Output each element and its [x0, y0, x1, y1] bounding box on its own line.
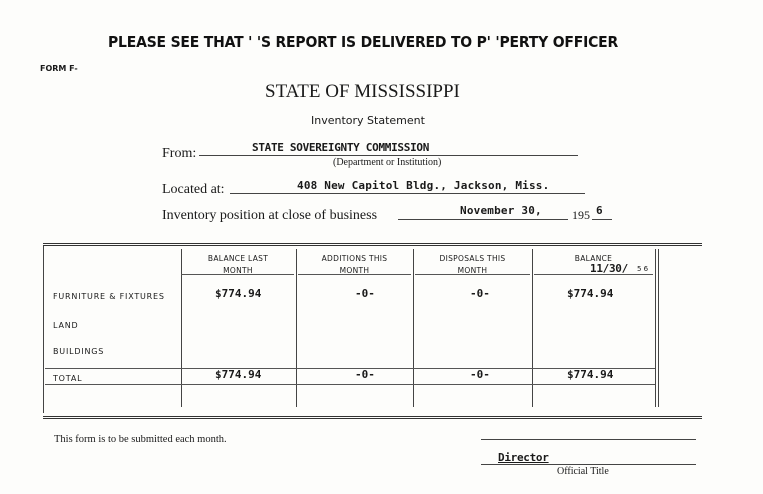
row-label-buildings: BUILDINGS	[53, 347, 105, 356]
total-balance-last: $774.94	[215, 368, 262, 381]
header-disposals	[414, 253, 531, 277]
header-balance-last-line1: BALANCE LAST	[207, 254, 269, 263]
year-underline	[592, 219, 612, 220]
header-balance-last-line2: MONTH	[223, 266, 253, 275]
furniture-balance-last: $774.94	[215, 287, 262, 300]
from-value: STATE SOVEREIGNTY COMMISSION	[252, 141, 430, 154]
header-additions	[297, 253, 412, 277]
header-balance-date: 11/30/	[590, 262, 628, 275]
furniture-disposals: -0-	[470, 287, 490, 300]
from-label: From:	[162, 146, 197, 161]
header-balance-line1: BALANCE	[574, 254, 613, 263]
row-label-furniture: FURNITURE & FIXTURES	[53, 292, 165, 301]
header-balance-last	[182, 253, 294, 277]
statement-subtitle: Inventory Statement	[311, 114, 425, 127]
official-title-label: Official Title	[557, 466, 609, 477]
row-label-total: TOTAL	[53, 374, 83, 383]
form-number: FORM F-	[40, 64, 78, 73]
total-disposals: -0-	[470, 368, 490, 381]
position-underline	[398, 219, 568, 220]
from-caption: (Department or Institution)	[333, 157, 442, 168]
total-balance: $774.94	[567, 368, 614, 381]
furniture-additions: -0-	[355, 287, 375, 300]
header-additions-line1: ADDITIONS THIS	[321, 254, 388, 263]
located-underline	[230, 193, 585, 194]
row-label-land: LAND	[53, 321, 79, 330]
position-date: November 30,	[460, 204, 542, 217]
col-divider-5	[655, 249, 656, 407]
delivery-notice: PLEASE SEE THAT ' 'S REPORT IS DELIVERED TO P' 'PERTY OFFICER	[108, 33, 619, 51]
total-additions: -0-	[355, 368, 375, 381]
table-left-border	[43, 246, 44, 413]
furniture-balance: $774.94	[567, 287, 614, 300]
signature-line	[481, 439, 696, 440]
total-top-rule	[45, 368, 655, 369]
header-disposals-line2: MONTH	[457, 266, 488, 275]
total-bottom-rule	[45, 384, 655, 385]
from-underline	[199, 155, 578, 156]
year-prefix: 195	[572, 208, 590, 222]
signature-title: Director	[498, 451, 549, 464]
state-title: STATE OF MISSISSIPPI	[265, 81, 460, 102]
located-value: 408 New Capitol Bldg., Jackson, Miss.	[297, 179, 550, 192]
header-disposals-line1: DISPOSALS THIS	[439, 254, 506, 263]
col-divider-6	[658, 249, 659, 407]
header-balance-year: 5 6	[637, 265, 649, 273]
year-digit: 6	[596, 204, 603, 217]
submission-note: This form is to be submitted each month.	[54, 434, 227, 445]
header-additions-line2: MONTH	[339, 266, 370, 275]
position-label: Inventory position at close of business	[162, 208, 378, 223]
official-title-line	[481, 464, 696, 465]
located-label: Located at:	[162, 182, 225, 197]
